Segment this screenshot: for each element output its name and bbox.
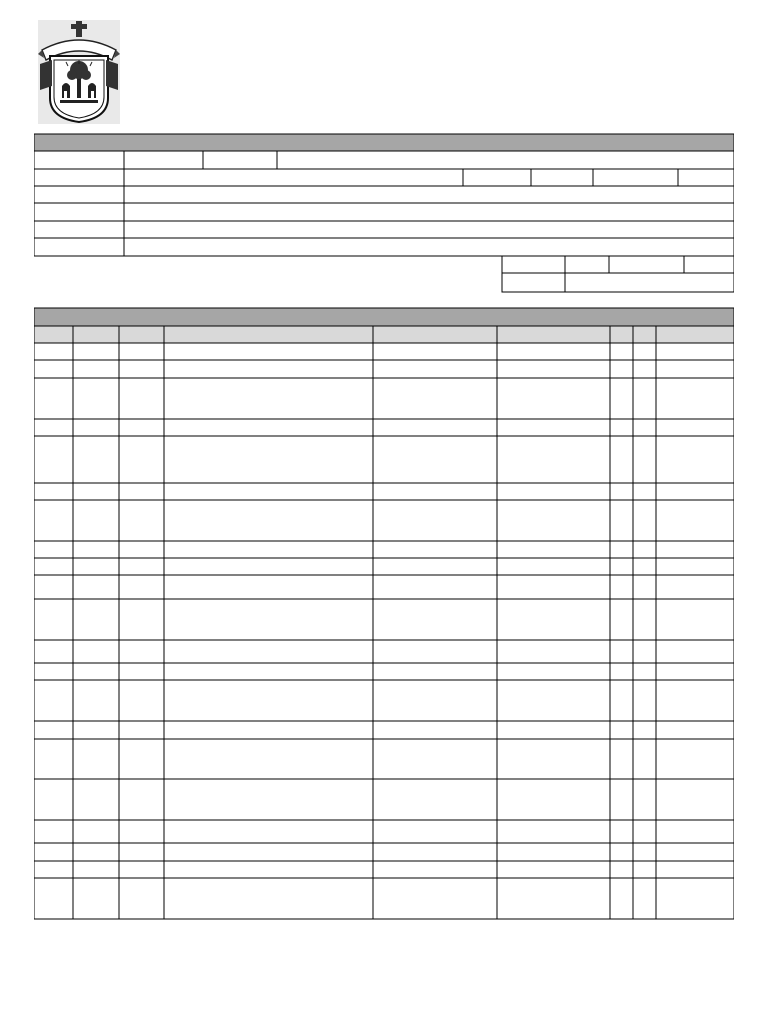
section-two-cells	[34, 326, 734, 919]
section-two-title-band	[34, 308, 734, 326]
section-one-title-band	[34, 134, 734, 151]
form-grid	[34, 0, 734, 1024]
form-table-lines	[34, 0, 734, 1024]
section-one-sub-block	[502, 256, 734, 292]
section-one-cells	[34, 151, 734, 256]
column-header-row	[34, 326, 734, 343]
